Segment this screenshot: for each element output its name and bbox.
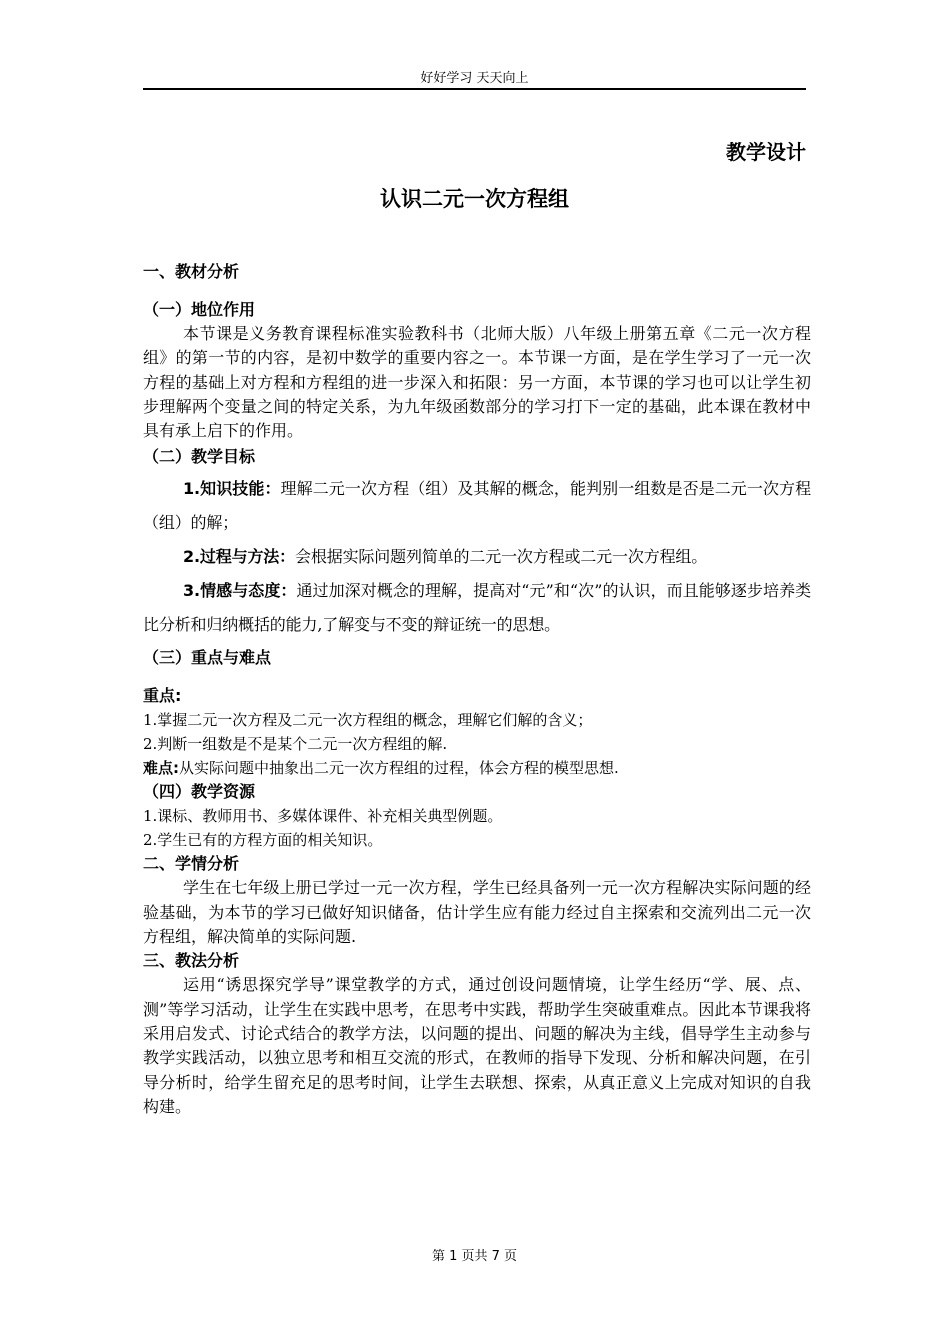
goal-text-3: 通过加深对概念的理解，提高对“元”和“次”的认识，而且能够逐步培养类比分析和归纳概括的能力,了解变与不变的辩证统一的思想。 [143, 581, 812, 635]
header-rule [143, 88, 806, 90]
subsection-heading-1: （一）地位作用 [143, 300, 256, 319]
key-point-item: 1.掌握二元一次方程及二元一次方程组的概念，理解它们解的含义； [143, 711, 593, 730]
goal-text-2: 会根据实际问题列简单的二元一次方程或二元一次方程组。 [295, 547, 708, 567]
difficult-point-text: 从实际问题中抽象出二元一次方程组的过程，体会方程的模型思想. [179, 759, 619, 778]
goal-label-2: 2.过程与方法： [183, 547, 296, 567]
paragraph-teaching-method: 运用“诱思探究学导”课堂教学的方式，通过创设问题情境，让学生经历“学、展、点、测”等学习活动，让学生在实践中思考，在思考中实践，帮助学生突破重难点。因此本节课我将采用启发式、讨论式结合的教学方法，以问题的提出、问题的解决为主线，倡导学生主动参与教学实践活动，以独立思考和相互交流的形式，在教师的指导下发现、分析和解决问题，在引导分析时，给学生留充足的思考时间，让学生去联想、探索，从真正意义上完成对知识的自我构建。 [143, 975, 811, 1116]
goal-item-1 [143, 472, 811, 540]
subsection-heading-4: （四）教学资源 [143, 782, 256, 802]
paragraph-student-analysis: 学生在七年级上册已学过一元一次方程，学生已经具备列一元一次方程解决实际问题的经验基础，为本节的学习已做好知识储备，估计学生应有能力经过自主探索和交流列出二元一次方程组，解决简单的实际问题. [143, 878, 811, 947]
difficult-point [143, 756, 811, 780]
difficult-point-label: 难点: [143, 759, 179, 778]
page-header: 好好学习 天天向上 [420, 71, 529, 86]
section-heading-2: 二、学情分析 [143, 854, 240, 874]
subsection-heading-2: （二）教学目标 [143, 447, 256, 467]
document-body [143, 260, 811, 1119]
resource-item: 1.课标、教师用书、多媒体课件、补充相关典型例题。 [143, 807, 503, 826]
page-footer: 第 1 页共 7 页 [431, 1249, 518, 1264]
key-points-label: 重点: [143, 686, 182, 706]
goal-item-3 [143, 574, 811, 642]
paragraph-position-role: 本节课是义务教育课程标准实验教科书（北师大版）八年级上册第五章《二元一次方程组》的第一节的内容，是初中数学的重要内容之一。本节课一方面，是在学生学习了一元一次方程的基础上对方程和方程组的进一步深入和拓限：另一方面，本节课的学习也可以让学生初步理解两个变量之间的特定关系，为九年级函数部分的学习打下一定的基础，此本课在教材中具有承上启下的作用。 [143, 324, 811, 441]
goal-label-3: 3.情感与态度： [183, 581, 297, 601]
section-heading-3: 三、教法分析 [143, 951, 240, 971]
document-title: 认识二元一次方程组 [380, 187, 569, 211]
key-point-item: 2.判断一组数是不是某个二元一次方程组的解. [143, 735, 448, 754]
goal-item-2 [143, 540, 811, 574]
resource-item: 2.学生已有的方程方面的相关知识。 [143, 831, 383, 850]
subsection-heading-3: （三）重点与难点 [143, 648, 272, 668]
goal-label-1: 1.知识技能： [183, 479, 281, 499]
goal-text-1: 理解二元一次方程（组）及其解的概念，能判别一组数是否是二元一次方程（组）的解； [143, 479, 811, 533]
section-heading-1: 一、教材分析 [143, 262, 240, 281]
document-kind: 教学设计 [726, 140, 806, 164]
